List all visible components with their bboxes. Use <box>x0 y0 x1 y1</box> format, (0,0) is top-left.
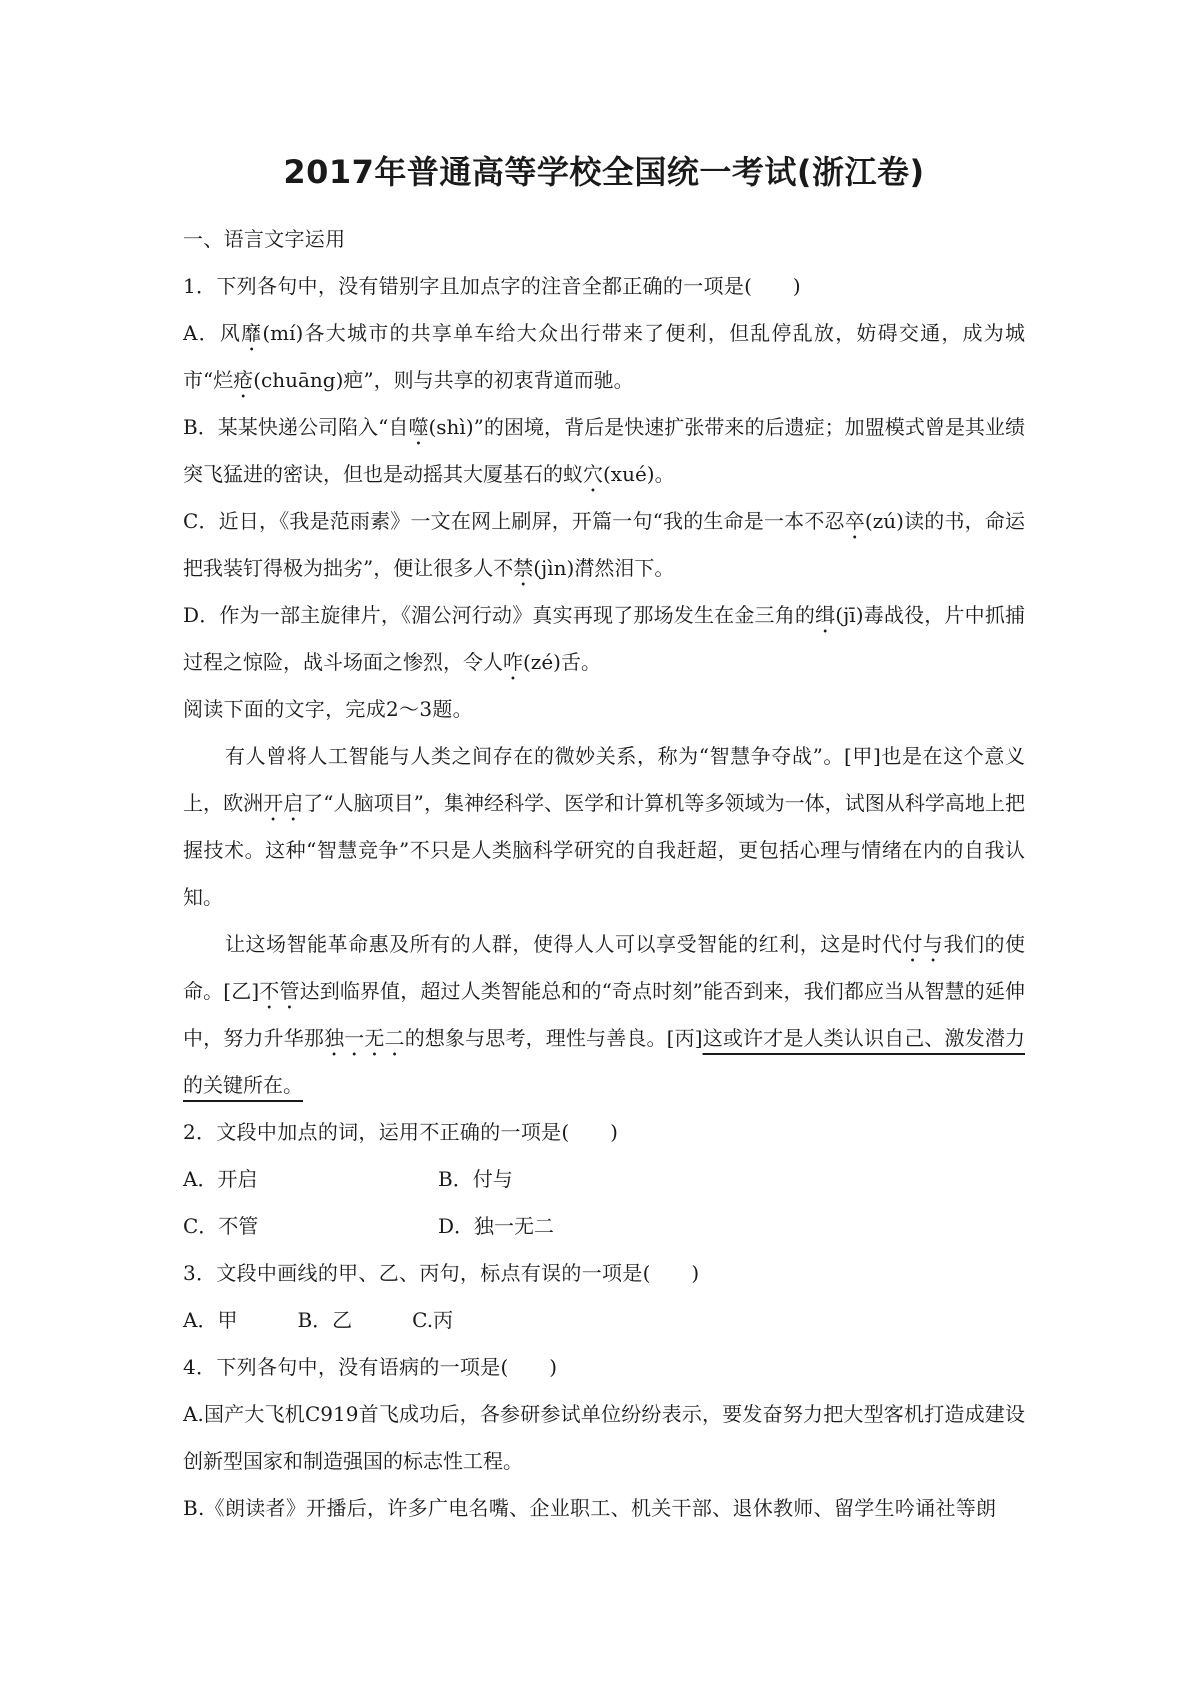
option-text: B．某某快递公司陷入“自 <box>183 415 409 439</box>
question-4-option-b: B.《朗读者》开播后，许多广电名嘴、企业职工、机关干部、退休教师、留学生吟诵社等朗 <box>183 1496 997 1520</box>
dotted-word: 开启 <box>263 791 304 815</box>
dotted-char: 穴 <box>583 462 603 486</box>
option-text: (zú)读的书，命运把我装钉得极为拙劣”，便让很多人不 <box>183 509 1026 580</box>
option-text: A．风 <box>183 321 242 345</box>
passage-text: 有人曾将人工智能与人类之间存在的微妙关系，称为“智慧争夺战”。[甲]也是在这个意义上，欧洲 <box>183 744 1025 815</box>
option-text: C．近日，《我是范雨素》一文在网上刷屏，开篇一句“我的生命是一本不忍 <box>183 509 845 533</box>
option-text: (jī)毒战役，片中抓捕过程之惊险，战斗场面之惨烈，令人 <box>183 603 1026 674</box>
passage-text: 的想象与思考，理性与善良。[丙] <box>404 1026 703 1050</box>
passage-paragraph-2 <box>183 921 1025 1109</box>
passage-text: 了“人脑项目”，集神经科学、医学和计算机等多领域为一体，试图从科学高地上把握技术。这种“智慧竞争”不只是人类脑科学研究的自我赶超，更包括心理与情绪在内的自我认知。 <box>183 791 1026 909</box>
option-c: C．不管 <box>183 1214 259 1238</box>
dotted-word: 独一无二 <box>324 1026 405 1050</box>
question-4-option-a: A.国产大飞机C919首飞成功后，各参研参试单位纷纷表示，要发奋努力把大型客机打造成建设创新型国家和制造强国的标志性工程。 <box>183 1402 1025 1473</box>
option-a: A．开启 <box>183 1167 258 1191</box>
question-2-options-row-1 <box>183 1156 1025 1203</box>
option-d: D．独一无二 <box>438 1214 555 1238</box>
passage-paragraph-1 <box>183 733 1025 921</box>
question-3-options <box>183 1297 1025 1344</box>
dotted-word: 付与 <box>902 932 944 956</box>
option-a: A．甲 <box>183 1308 238 1332</box>
dotted-char: 疮 <box>233 368 254 392</box>
option-c: C.丙 <box>412 1308 454 1332</box>
option-text: (jìn)潸然泪下。 <box>533 556 675 580</box>
passage-text: 让这场智能革命惠及所有的人群，使得人人可以享受智能的红利，这是时代 <box>225 932 903 956</box>
dotted-char: 噬 <box>408 415 429 439</box>
question-1-option-d <box>183 592 1025 686</box>
option-text: (shì)”的困境，背后是快速扩张带来的后遗症；加盟模式曾是其业绩突飞猛进的密诀，但也是动摇其大厦基石的蚁 <box>183 415 1026 486</box>
passage-text: 达到临界值，超过人类智能总和的“奇点时刻”能否到来，我们都应当从智慧的延伸中，努力升华那 <box>183 979 1026 1050</box>
option-b: B．乙 <box>297 1308 353 1332</box>
option-text: (zé)舌。 <box>523 650 601 674</box>
underlined-sentence: 这或许才是人类认识自己、激发潜力的关键所在。 <box>183 1026 1026 1097</box>
question-1-option-a <box>183 310 1025 404</box>
dotted-char: 靡 <box>241 321 263 345</box>
question-1-option-b <box>183 404 1025 498</box>
option-text: D．作为一部主旋律片，《湄公河行动》真实再现了那场发生在金三角的 <box>183 603 816 627</box>
question-3-stem: 3．文段中画线的甲、乙、丙句，标点有误的一项是( ) <box>183 1261 700 1285</box>
dotted-char: 缉 <box>815 603 836 627</box>
option-b: B．付与 <box>438 1167 513 1191</box>
dotted-char: 卒 <box>844 509 865 533</box>
exam-page <box>183 146 1025 1532</box>
option-text: (xué)。 <box>603 462 675 486</box>
passage-text: 我们的使命。[乙] <box>183 932 1026 1003</box>
question-2-stem: 2．文段中加点的词，运用不正确的一项是( ) <box>183 1120 619 1144</box>
question-4-stem: 4．下列各句中，没有语病的一项是( ) <box>183 1355 558 1379</box>
question-1-option-c <box>183 498 1025 592</box>
dotted-char: 咋 <box>503 650 523 674</box>
question-1-stem: 1．下列各句中，没有错别字且加点字的注音全都正确的一项是( ) <box>183 274 801 298</box>
option-text: (chuāng)疤”，则与共享的初衷背道而驰。 <box>253 368 634 392</box>
reading-intro: 阅读下面的文字，完成2～3题。 <box>183 697 473 721</box>
option-text: (mí)各大城市的共享单车给大众出行带来了便利，但乱停乱放，妨碍交通，成为城市“烂 <box>183 321 1026 392</box>
dotted-char: 禁 <box>513 556 534 580</box>
question-2-options-row-2 <box>183 1203 1025 1250</box>
page-title: 2017年普通高等学校全国统一考试(浙江卷) <box>283 153 925 191</box>
section-heading: 一、语言文字运用 <box>183 227 346 251</box>
dotted-word: 不管 <box>259 979 300 1003</box>
